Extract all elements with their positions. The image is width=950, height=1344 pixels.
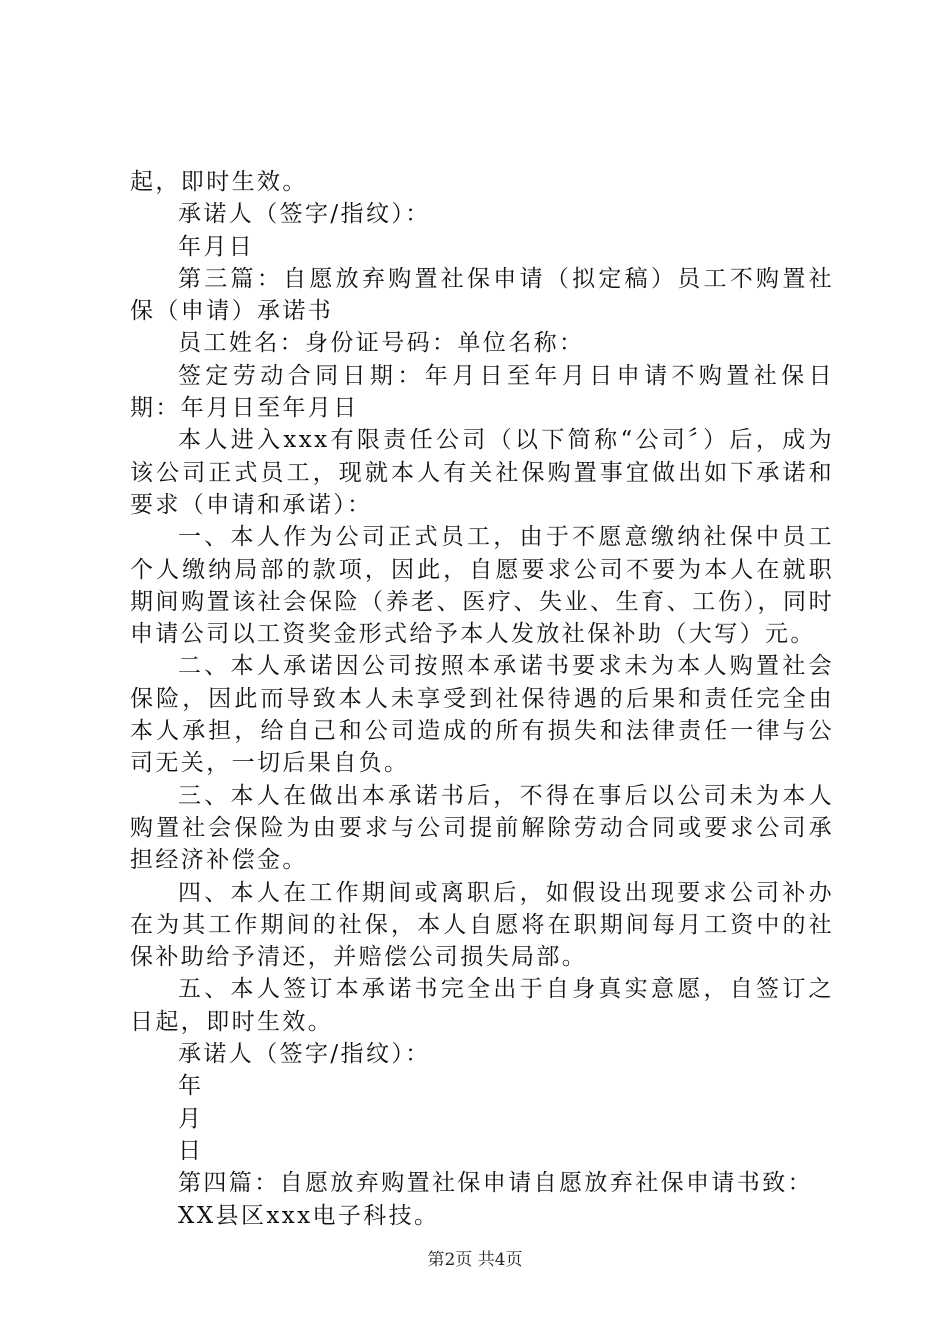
paragraph: 年月日 [178,233,255,260]
paragraph: 一、本人作为公司正式员工，由于不愿意缴纳社保中员工个人缴纳局部的款项，因此，自愿要求公司不要为本人在就职期间购置该社会保险（养老、医疗、失业、生育、工伤），同时申请公司以工资奖金形式给予本人发放社保补助（大写）元。 [130,524,834,648]
paragraph: 员工姓名：身份证号码：单位名称： [178,330,585,357]
paragraph: 四、本人在工作期间或离职后，如假设出现要求公司补办在为其工作期间的社保，本人自愿将在职期间每月工资中的社保补助给予清还，并赔偿公司损失局部。 [130,879,834,971]
paragraph: XX县区xxx电子科技。 [178,1202,440,1229]
paragraph: 日 [178,1137,204,1164]
section-heading: 第四篇：自愿放弃购置社保申请自愿放弃社保申请书致： [178,1170,813,1197]
paragraph: 二、本人承诺因公司按照本承诺书要求未为本人购置社会保险，因此而导致本人未享受到社保待遇的后果和责任完全由本人承担，给自己和公司造成的所有损失和法律责任一律与公司无关，一切后果自负。 [130,653,834,777]
paragraph: 签定劳动合同日期：年月日至年月日申请不购置社保日期：年月日至年月日 [130,362,834,422]
paragraph: 五、本人签订本承诺书完全出于自身真实意愿，自签订之日起，即时生效。 [130,976,834,1035]
paragraph: 年 [178,1073,204,1100]
paragraph: 月 [178,1105,204,1132]
paragraph: 三、本人在做出本承诺书后，不得在事后以公司未为本人购置社会保险为由要求与公司提前解除劳动合同或要求公司承担经济补偿金。 [130,782,834,874]
paragraph: 本人进入xxx有限责任公司（以下简称“公司〞）后，成为该公司正式员工，现就本人有关社保购置事宜做出如下承诺和要求（申请和承诺）： [130,427,834,518]
paragraph: 承诺人（签字/指纹）： [178,201,431,228]
page-number-footer: 第2页 共4页 [427,1250,523,1270]
document-body [130,166,834,1232]
paragraph: 起，即时生效。 [130,169,308,195]
paragraph: 承诺人（签字/指纹）： [178,1041,431,1068]
section-heading: 第三篇：自愿放弃购置社保申请（拟定稿）员工不购置社保（申请）承诺书 [130,265,834,325]
